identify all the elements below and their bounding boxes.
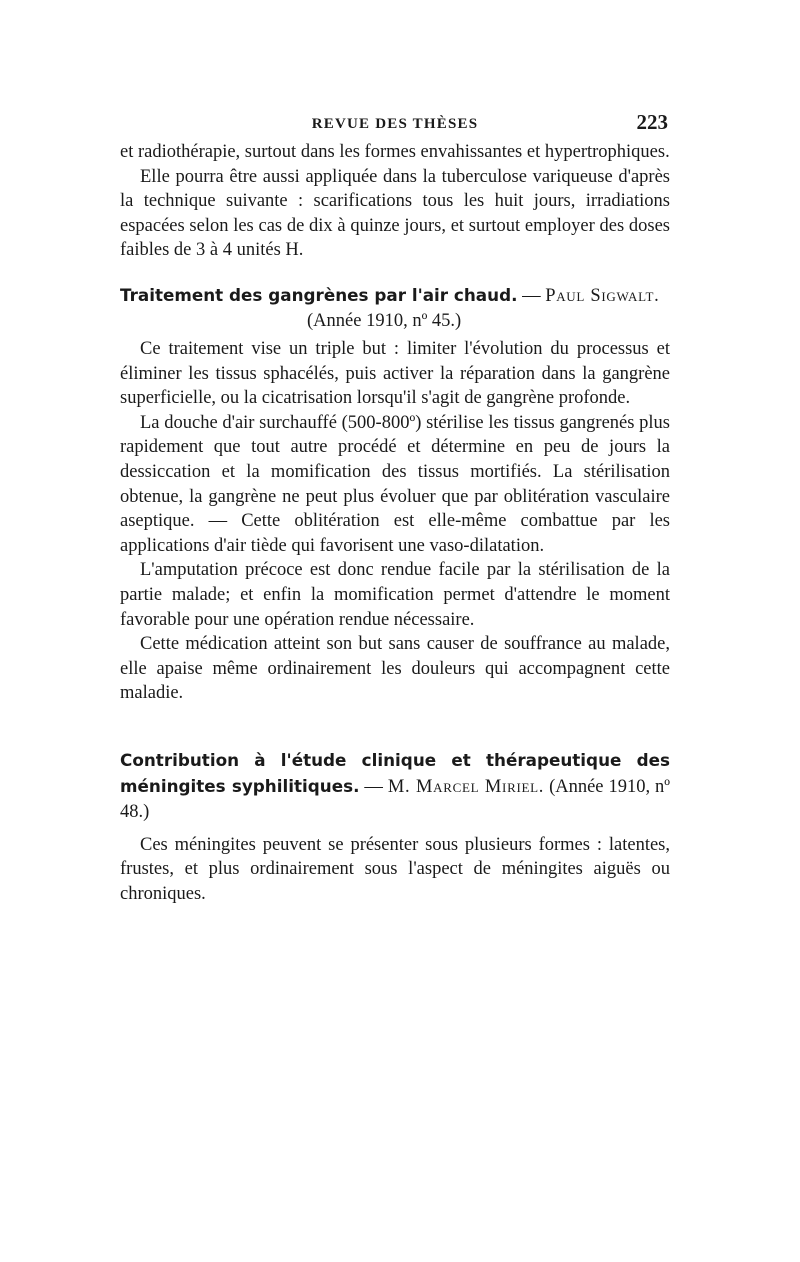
article-paragraph: La douche d'air surchauffé (500-800º) stérilise les tissus gangrenés plus rapidement que tout autre procédé et détermine en peu de jours la dessiccation et la momification des tissus mortifiés. La stérilisation obtenue, la gangrène ne peut plus évoluer que par oblitération vasculaire aseptique. — Cette oblitération est elle-même combattue par les applications d'air tiède qui favorisent une vaso-dilatation. <box>120 412 670 556</box>
article-reference: (Année 1910, nº 48.) <box>120 776 671 822</box>
page-number: 223 <box>636 110 668 134</box>
running-head <box>120 108 670 138</box>
article-meningites <box>120 748 670 907</box>
article-paragraph: Ce traitement vise un triple but : limiter l'évolution du processus et éliminer les tissus sphacélés, puis activer la réparation dans la gangrène superficielle, ou la cicatrisation lorsqu'il s'agit de gangrène profonde. <box>120 338 670 409</box>
article-heading <box>120 748 670 825</box>
article-title: Contribution à l'étude clinique et thérapeutique des méningites syphilitiques. <box>120 749 670 796</box>
article-paragraph: Cette médication atteint son but sans causer de souffrance au malade, elle apaise même ordinairement les douleurs qui accompagnent cette maladie. <box>120 634 670 704</box>
intro-paragraph-2: Elle pourra être aussi appliquée dans la tuberculose variqueuse d'après la technique suivante : scarifications tous les huit jours, irradiations espacées selon les cas de dix à quinze jours, et surtout employer des doses faibles de 3 à 4 unités H. <box>120 166 670 261</box>
article-author: M. Marcel Miriel. <box>387 776 545 797</box>
article-body <box>120 833 670 907</box>
article-reference: (Année 1910, nº 45.) <box>307 310 462 331</box>
article-gangrenes <box>120 283 670 706</box>
article-paragraph: Ces méningites peuvent se présenter sous plusieurs formes : latentes, frustes, et plus ordinairement sous l'aspect de méningites aiguës ou chroniques. <box>120 834 670 905</box>
article-body <box>120 337 670 706</box>
intro-paragraph-1: et radiothérapie, surtout dans les formes envahissantes et hypertrophiques. <box>120 142 670 162</box>
title-separator: — <box>364 776 383 797</box>
continued-text <box>120 140 670 263</box>
article-heading <box>120 283 670 309</box>
title-separator: — <box>522 285 541 306</box>
book-page <box>120 108 670 907</box>
running-title: REVUE DES THÈSES <box>311 116 479 132</box>
article-title: Traitement des gangrènes par l'air chaud. <box>120 284 518 305</box>
article-author: Paul Sigwalt. <box>545 285 660 306</box>
article-paragraph: L'amputation précoce est donc rendue facile par la stérilisation de la partie malade; et enfin la momification permet d'attendre le moment favorable pour une opération rendue nécessaire. <box>120 560 670 630</box>
